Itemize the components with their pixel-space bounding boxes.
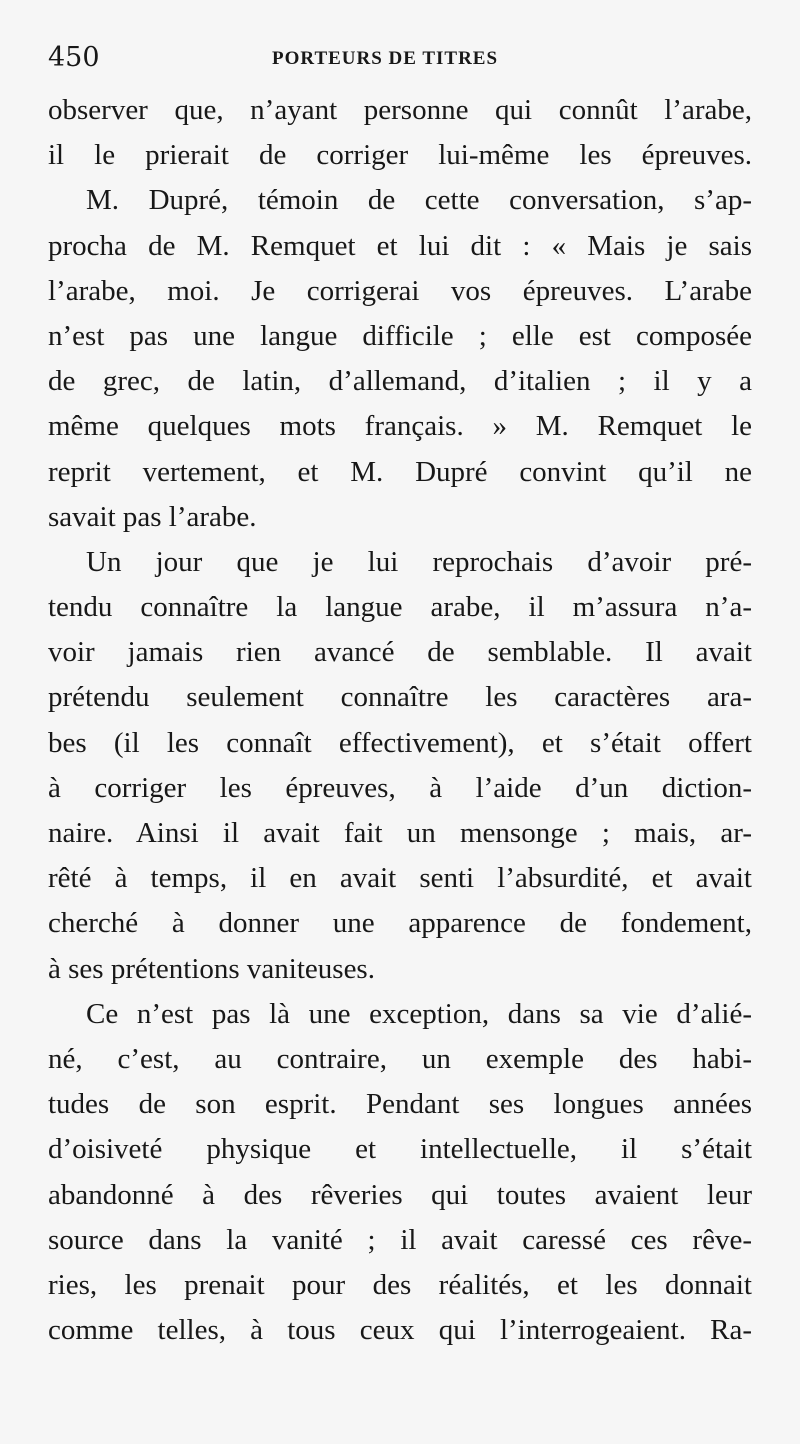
text-line: observer que, n’ayant personne qui connût l’arabe, [48, 94, 752, 126]
text-line: à corriger les épreuves, à l’aide d’un diction- [48, 771, 752, 804]
text-line: bes (il les connaît effectivement), et s’était offert [48, 726, 752, 759]
running-head: PORTEURS DE TITRES [272, 48, 499, 69]
body-text [48, 88, 752, 1353]
text-line: n’est pas une langue difficile ; elle est composée [48, 319, 752, 352]
page-header [48, 40, 760, 76]
text-line: même quelques mots français. » M. Remquet le [48, 410, 752, 443]
text-line: tudes de son esprit. Pendant ses longues années [48, 1088, 752, 1121]
page-number: 450 [48, 42, 100, 73]
text-line: savait pas l’arabe. [48, 500, 257, 533]
text-line: procha de M. Remquet et lui dit : « Mais je sais [48, 229, 752, 262]
text-line: Ce n’est pas là une exception, dans sa vie d’alié- [86, 997, 752, 1030]
text-line: comme telles, à tous ceux qui l’interrogeaient. Ra- [48, 1314, 752, 1347]
text-line: Un jour que je lui reprochais d’avoir pré- [86, 545, 752, 578]
text-line: d’oisiveté physique et intellectuelle, il s’était [48, 1133, 752, 1166]
text-line: cherché à donner une apparence de fondement, [48, 907, 752, 940]
text-line: à ses prétentions vaniteuses. [48, 952, 375, 985]
text-line: né, c’est, au contraire, un exemple des habi- [48, 1042, 752, 1075]
text-line: prétendu seulement connaître les caractères ara- [48, 681, 752, 714]
text-line: l’arabe, moi. Je corrigerai vos épreuves. L’arabe [48, 274, 752, 307]
text-line: tendu connaître la langue arabe, il m’assura n’a- [48, 591, 752, 624]
text-line: de grec, de latin, d’allemand, d’italien ; il y a [48, 365, 752, 398]
text-line: M. Dupré, témoin de cette conversation, s’ap- [86, 184, 752, 217]
text-line: ries, les prenait pour des réalités, et les donnait [48, 1268, 752, 1301]
text-line: reprit vertement, et M. Dupré convint qu’il ne [48, 455, 752, 488]
text-line: source dans la vanité ; il avait caressé ces rêve- [48, 1223, 752, 1256]
text-line: voir jamais rien avancé de semblable. Il avait [48, 636, 752, 669]
text-line: il le prierait de corriger lui-même les épreuves. [48, 139, 752, 172]
text-line: rêté à temps, il en avait senti l’absurdité, et avait [48, 862, 752, 895]
text-line: abandonné à des rêveries qui toutes avaient leur [48, 1178, 752, 1211]
text-line: naire. Ainsi il avait fait un mensonge ; mais, ar- [48, 817, 752, 849]
